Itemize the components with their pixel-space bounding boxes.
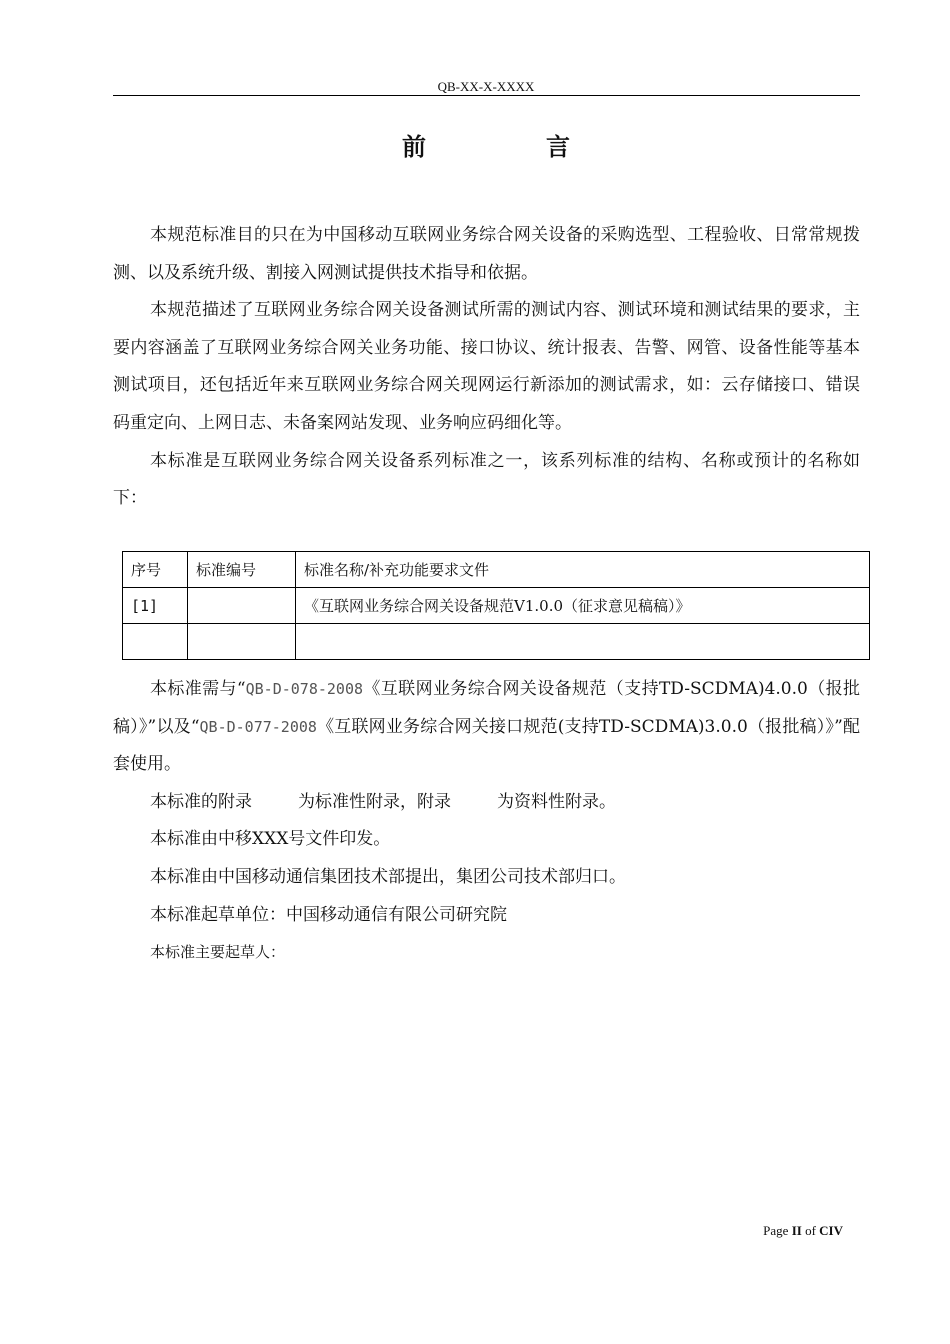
closing-paragraphs <box>113 671 860 972</box>
page-title: 前 言 <box>402 132 618 161</box>
footer-page-number: II <box>791 1223 802 1238</box>
paragraph-series: 本标准是互联网业务综合网关设备系列标准之一，该系列标准的结构、名称或预计的名称如下： <box>113 450 860 509</box>
paragraph-purpose: 本规范标准目的只在为中国移动互联网业务综合网关设备的采购选型、工程验收、日常常规拨测、以及系统升级、割接入网测试提供技术指导和依据。 <box>113 225 860 283</box>
table-header-cell: 序号 <box>123 552 188 588</box>
header-code: QB-XX-X-XXXX <box>437 79 535 94</box>
table-row <box>123 624 870 660</box>
footer-of-label: of <box>805 1223 816 1238</box>
companion-text-a: 本标准需与“ <box>150 679 246 699</box>
table-cell: 《互联网业务综合网关设备规范V1.0.0（征求意见稿稿）》 <box>296 588 870 624</box>
intro-paragraphs <box>113 217 860 518</box>
table-cell <box>296 624 870 660</box>
table-cell: [1] <box>123 588 188 624</box>
table-cell <box>188 588 296 624</box>
footer-page-label: Page <box>763 1223 789 1238</box>
page-footer <box>700 1223 843 1239</box>
companion-text-c: 《互联网业务综合网关接口规范(支持TD-SCDMA)3.0.0（报批稿）》”配套使用。 <box>113 716 860 775</box>
table-header-cell: 标准编号 <box>188 552 296 588</box>
paragraph-scope: 本规范描述了互联网业务综合网关设备测试所需的测试内容、测试环境和测试结果的要求，主要内容涵盖了互联网业务综合网关业务功能、接口协议、统计报表、告警、网管、设备性能等基本测试项目，还包括近年来互联网业务综合网关现网运行新添加的测试需求，如：云存储接口、错误码重定向、上网日志、未备案网站发现、业务响应码细化等。 <box>113 300 860 433</box>
appendix-text-b: 为标准性附录，附录 <box>298 791 451 812</box>
table-header-cell: 标准名称/补充功能要求文件 <box>296 552 870 588</box>
paragraph-drafters: 本标准主要起草人： <box>150 943 286 962</box>
appendix-text-c: 为资料性附录。 <box>497 791 616 812</box>
table-row <box>123 588 870 624</box>
table-cell <box>188 624 296 660</box>
paragraph-proposed: 本标准由中国移动通信集团技术部提出，集团公司技术部归口。 <box>150 866 626 887</box>
table-header-row <box>123 552 870 588</box>
companion-text-b: 《互联网业务综合网关设备规范（支持TD-SCDMA)4.0.0（报批稿）》”以及“ <box>113 679 860 737</box>
standards-table <box>122 551 870 660</box>
paragraph-issued: 本标准由中移XXX号文件印发。 <box>150 829 391 850</box>
standard-ref-077: QB-D-077-2008 <box>199 717 317 736</box>
table-cell <box>123 624 188 660</box>
header-rule <box>113 95 860 96</box>
footer-page-total: CIV <box>819 1223 843 1238</box>
standard-ref-078: QB-D-078-2008 <box>245 680 364 698</box>
paragraph-companion-standards <box>113 671 860 784</box>
paragraph-appendix <box>113 784 860 822</box>
paragraph-drafting-unit: 本标准起草单位：中国移动通信有限公司研究院 <box>150 904 507 925</box>
appendix-text-a: 本标准的附录 <box>150 791 252 812</box>
